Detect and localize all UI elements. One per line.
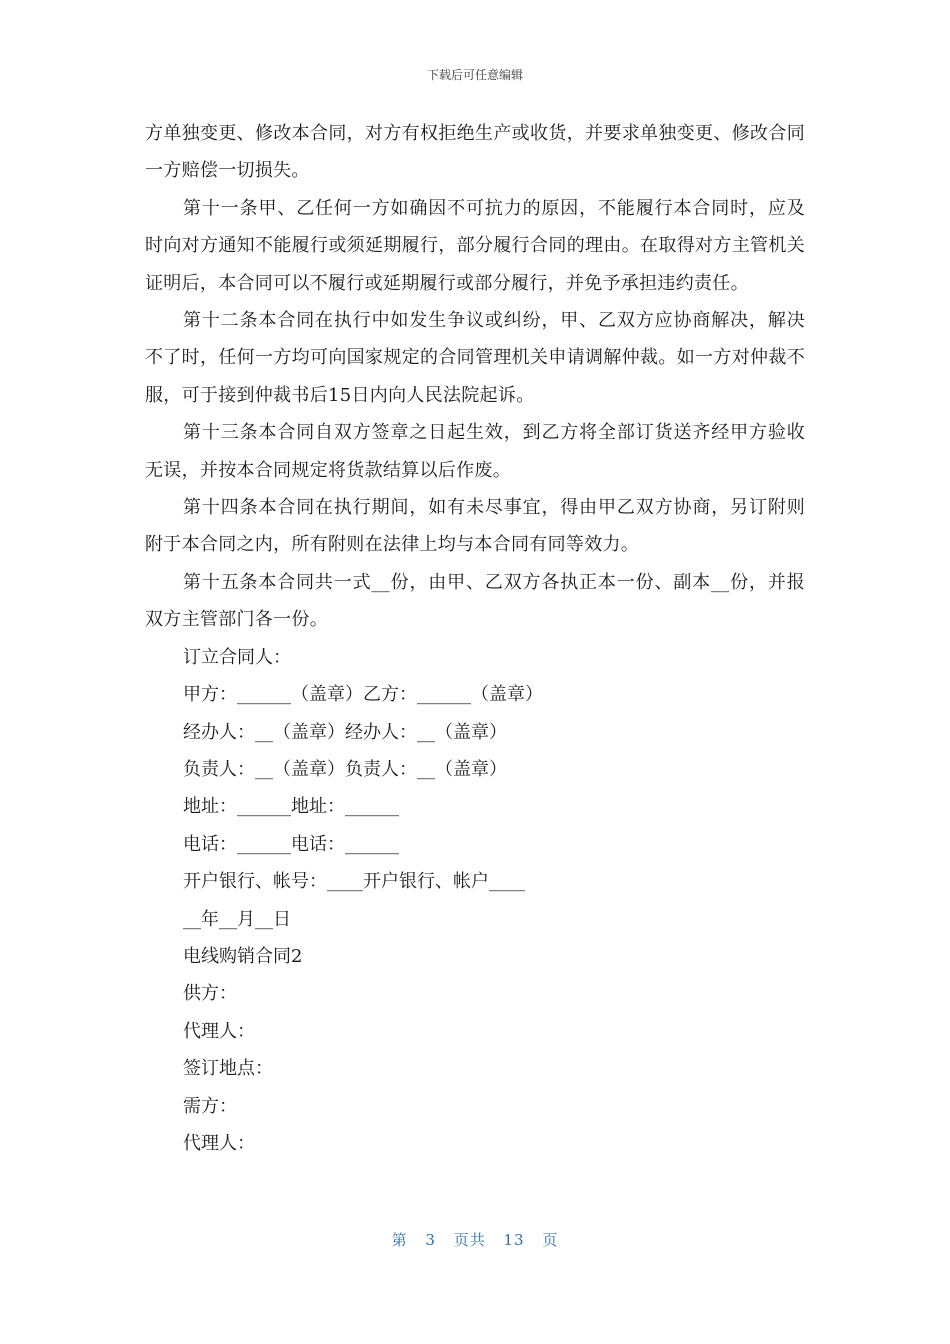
clause-12: 第十二条本合同在执行中如发生争议或纠纷，甲、乙双方应协商解决，解决不了时，任何一方均可向国家规定的合同管理机关申请调解仲裁。如一方对仲裁不服，可于接到仲裁书后15日内向人民法院起诉。 bbox=[145, 310, 805, 406]
clause-14: 第十四条本合同在执行期间，如有未尽事宜，得由甲乙双方协商，另订附则附于本合同之内，所有附则在法律上均与本合同有同等效力。 bbox=[145, 497, 805, 556]
document-body bbox=[145, 115, 805, 1162]
supplier-agent-line: 代理人： bbox=[183, 1020, 255, 1042]
clause-11: 第十一条甲、乙任何一方如确因不可抗力的原因，不能履行本合同时，应及时向对方通知不能履行或须延期履行，部分履行合同的理由。在取得对方主管机关证明后，本合同可以不履行或延期履行或部分履行，并免予承担违约责任。 bbox=[145, 197, 805, 294]
total-pages-number: 13 bbox=[503, 1231, 525, 1249]
page-number-footer bbox=[0, 1229, 950, 1250]
page-label-middle: 页共 bbox=[453, 1231, 486, 1249]
clause-13: 第十三条本合同自双方签章之日起生效，到乙方将全部订货送齐经甲方验收无误，并按本合同规定将货款结算以后作废。 bbox=[145, 422, 805, 481]
page-label-suffix: 页 bbox=[542, 1231, 559, 1249]
supplier-line: 供方： bbox=[183, 983, 237, 1005]
signatories-heading: 订立合同人： bbox=[183, 646, 291, 668]
buyer-line: 需方： bbox=[183, 1095, 237, 1117]
current-page-number: 3 bbox=[425, 1231, 436, 1249]
page-header-note: 下载后可任意编辑 bbox=[426, 68, 523, 82]
page-label-prefix: 第 bbox=[391, 1231, 408, 1249]
phone-line: 电话：______电话：______ bbox=[183, 833, 399, 855]
handler-line: 经办人：__（盖章）经办人：__（盖章） bbox=[183, 721, 507, 743]
buyer-agent-line: 代理人： bbox=[183, 1132, 255, 1154]
date-line: __年__月__日 bbox=[183, 908, 291, 930]
address-line: 地址：______地址：______ bbox=[183, 796, 399, 818]
signing-location-line: 签订地点： bbox=[183, 1058, 273, 1080]
contract-2-title: 电线购销合同2 bbox=[183, 945, 303, 967]
bank-account-line: 开户银行、帐号：____开户银行、帐户____ bbox=[183, 871, 525, 893]
continued-paragraph: 方单独变更、修改本合同，对方有权拒绝生产或收货，并要求单独变更、修改合同一方赔偿一切损失。 bbox=[145, 123, 805, 182]
party-a-b-seal-line: 甲方：______（盖章）乙方：______（盖章） bbox=[183, 684, 543, 706]
responsible-person-line: 负责人：__（盖章）负责人：__（盖章） bbox=[183, 758, 507, 780]
clause-15: 第十五条本合同共一式__份，由甲、乙双方各执正本一份、副本__份，并报双方主管部门各一份。 bbox=[145, 571, 805, 631]
